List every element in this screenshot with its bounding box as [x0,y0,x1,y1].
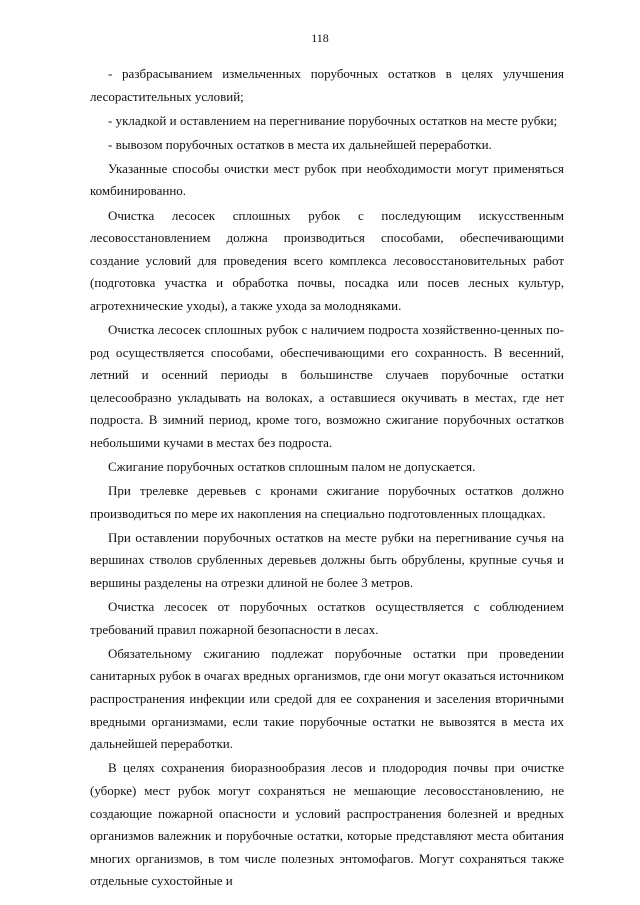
body-text [90,63,564,894]
paragraph: Сжигание порубочных остатков сплошным палом не допускается. [108,459,476,475]
paragraph: Очистка лесосек сплошных рубок с последующим искусственным лесовосстановлением должна производиться способами, обеспечивающими создание условий для проведения всего комплекса лесовосстановительных работ (подготовка участка и обработка почвы, посадка или посев лесных культур, агротехнические уходы), а также ухода за молодняками. [90,207,564,313]
paragraph: - вывозом порубочных остатков в места их дальнейшей переработки. [108,136,492,152]
paragraph: При оставлении порубочных остатков на месте рубки на перегнивание сучья на вершинах стволов срубленных деревьев должны быть обрублены, крупные сучья и вершины разделены на отрезки длиной не более 3 метров. [90,529,564,591]
paragraph: Обязательному сжиганию подлежат порубочные остатки при проведении санитарных рубок в очагах вредных организмов, где они могут оказаться источником распространения инфекции или средой для ее сохранения и заселения вторичными вредными организмами, если такие порубочные остатки не вывозятся в места их дальнейшей переработки. [90,645,564,752]
paragraph: При трелевке деревьев с кронами сжигание порубочных остатков должно производиться по мере их накопления на специально подготовленных площадках. [90,483,564,521]
paragraph: В целях сохранения биоразнообразия лесов и плодородия почвы при очистке (уборке) мест рубок могут сохраняться не мешающие лесовосстановлению, не создающие пожарной опасности и условий распространения болезней и вредных организмов валежник и порубочные остатки, которые представляют места обитания многих организмов, в том числе полезных энтомофагов. Могут сохраняться также отдельные сухостойные и [90,760,564,889]
paragraph: Очистка лесосек сплошных рубок с наличием подроста хозяйственно-ценных пород осуществляется способами, обеспечивающими его сохранность. В весенний, летний и осенний периоды в большинстве случаев порубочные остатки целесообразно укладывать на волоках, а оставшиеся окучивать в местах, где нет подроста. В зимний период, кроме того, возможно сжигание порубочных остатков небольшими кучами в местах без подроста. [90,322,564,450]
paragraph: Очистка лесосек от порубочных остатков осуществляется с соблюдением требований правил пожарной безопасности в лесах. [90,599,564,637]
paragraph: - укладкой и оставлением на перегнивание порубочных остатков на месте рубки; [108,112,558,128]
paragraph: - разбрасыванием измельченных порубочных остатков в целях улучшения лесорастительных условий; [90,66,564,104]
paragraph: Указанные способы очистки мест рубок при необходимости могут применяться комбинированно. [90,160,564,199]
page-number: 118 [311,31,329,45]
